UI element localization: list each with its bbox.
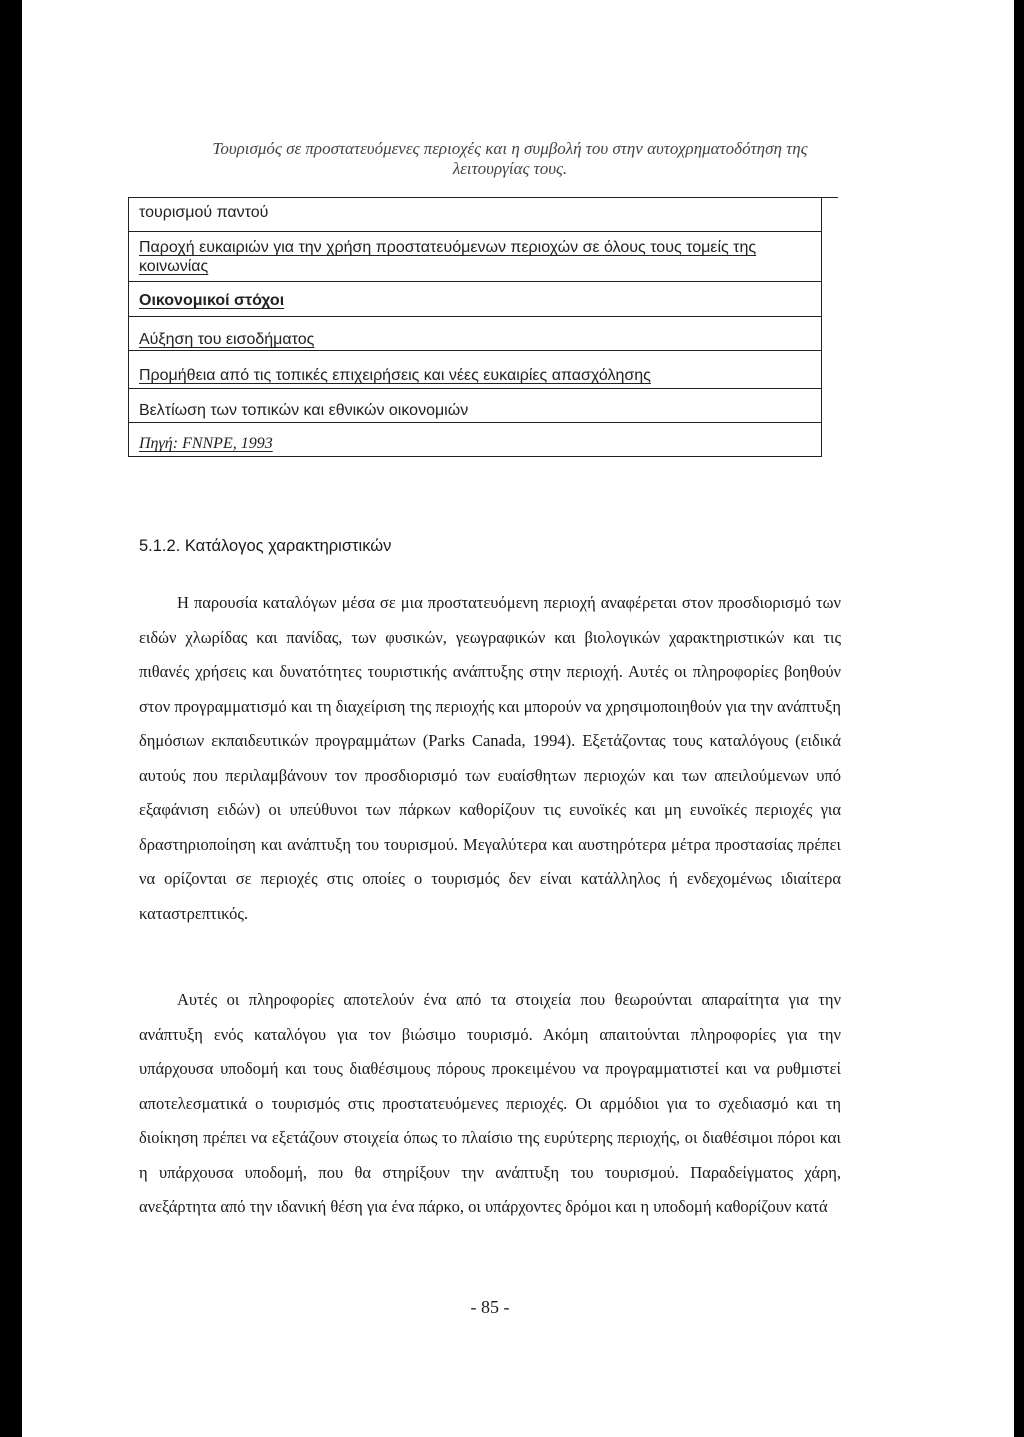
table-row-heading: Οικονομικοί στόχοι: [139, 292, 285, 309]
table-row: τουρισμού παντού: [139, 204, 269, 221]
body-paragraph-1: [139, 586, 841, 931]
page-number: - 85 -: [470, 1297, 510, 1317]
table-row: Παροχή ευκαιριών για την χρήση προστατευόμενων περιοχών σε όλους τους τομείς της κοινωνίας: [139, 239, 757, 275]
table-row-divider: [129, 350, 821, 351]
table-row: Βελτίωση των τοπικών και εθνικών οικονομιών: [139, 402, 469, 419]
paragraph-text: Αυτές οι πληροφορίες αποτελούν ένα από τα στοιχεία που θεωρούνται απαραίτητα για την ανάπτυξη ενός καταλόγου για τον βιώσιμο τουρισμό. Ακόμη απαιτούνται πληροφορίες για την υπάρχουσα υποδομή και τους διαθέσιμους πόρους προκειμένου να προγραμματιστεί και να ρυθμιστεί αποτελεσματικά ο τουρισμός στις προστατευόμενες περιοχές. Οι αρμόδιοι για το σχεδιασμό και τη διοίκηση πρέπει να εξετάζουν στοιχεία όπως το πλαίσιο της ευρύτερης περιοχής, οι διαθέσιμοι πόροι και η υπάρχουσα υποδομή, που θα στηρίξουν την ανάπτυξη του τουρισμού. Παραδείγματος χάρη, ανεξάρτητα από την ιδανική θέση για ένα πάρκο, οι υπάρχοντες δρόμοι και η υποδομή καθορίζουν κατά: [139, 990, 841, 1216]
table-row: Προμήθεια από τις τοπικές επιχειρήσεις και νέες ευκαιρίες απασχόλησης: [139, 367, 651, 384]
running-header: [160, 139, 860, 179]
running-header-line-2: λειτουργίας τους.: [452, 159, 568, 178]
body-paragraph-2: [139, 983, 841, 1225]
section-heading: 5.1.2. Κατάλογος χαρακτηριστικών: [139, 537, 392, 555]
table-row-divider: [129, 281, 821, 282]
objectives-table: [128, 198, 822, 457]
table-source-note: Πηγή: FNNPE, 1993: [139, 435, 273, 452]
table-row: Αύξηση του εισοδήματος: [139, 331, 315, 348]
running-header-line-1: Τουρισμός σε προστατευόμενες περιοχές και η συμβολή του στην αυτοχρηματοδότηση της: [212, 139, 808, 158]
table-row-divider: [129, 422, 821, 423]
table-row-divider: [129, 388, 821, 389]
table-row-divider: [129, 231, 821, 232]
paragraph-text: Η παρουσία καταλόγων μέσα σε μια προστατευόμενη περιοχή αναφέρεται στον προσδιορισμό των ειδών χλωρίδας και πανίδας, των φυσικών, γεωγραφικών και βιολογικών χαρακτηριστικών και τις πιθανές χρήσεις και δυνατότητες τουριστικής ανάπτυξης στην περιοχή. Αυτές οι πληροφορίες βοηθούν στον προγραμματισμό και τη διαχείριση της περιοχής και μπορούν να χρησιμοποιηθούν για την ανάπτυξη δημόσιων εκπαιδευτικών προγραμμάτων (Parks Canada, 1994). Εξετάζοντας τους καταλόγους (ειδικά αυτούς που περιλαμβάνουν τον προσδιορισμό των ευαίσθητων περιοχών και των απειλούμενων υπό εξαφάνιση ειδών) οι υπεύθυνοι των πάρκων καθορίζουν τις ευνοϊκές και μη ευνοϊκές περιοχές για δραστηριοποίηση και ανάπτυξη του τουρισμού. Μεγαλύτερα και αυστηρότερα μέτρα προστασίας πρέπει να ορίζονται σε περιοχές στις οποίες ο τουρισμός δεν είναι κατάλληλος ή ενδεχομένως ιδιαίτερα καταστρεπτικός.: [139, 593, 841, 923]
table-row-divider: [129, 316, 821, 317]
